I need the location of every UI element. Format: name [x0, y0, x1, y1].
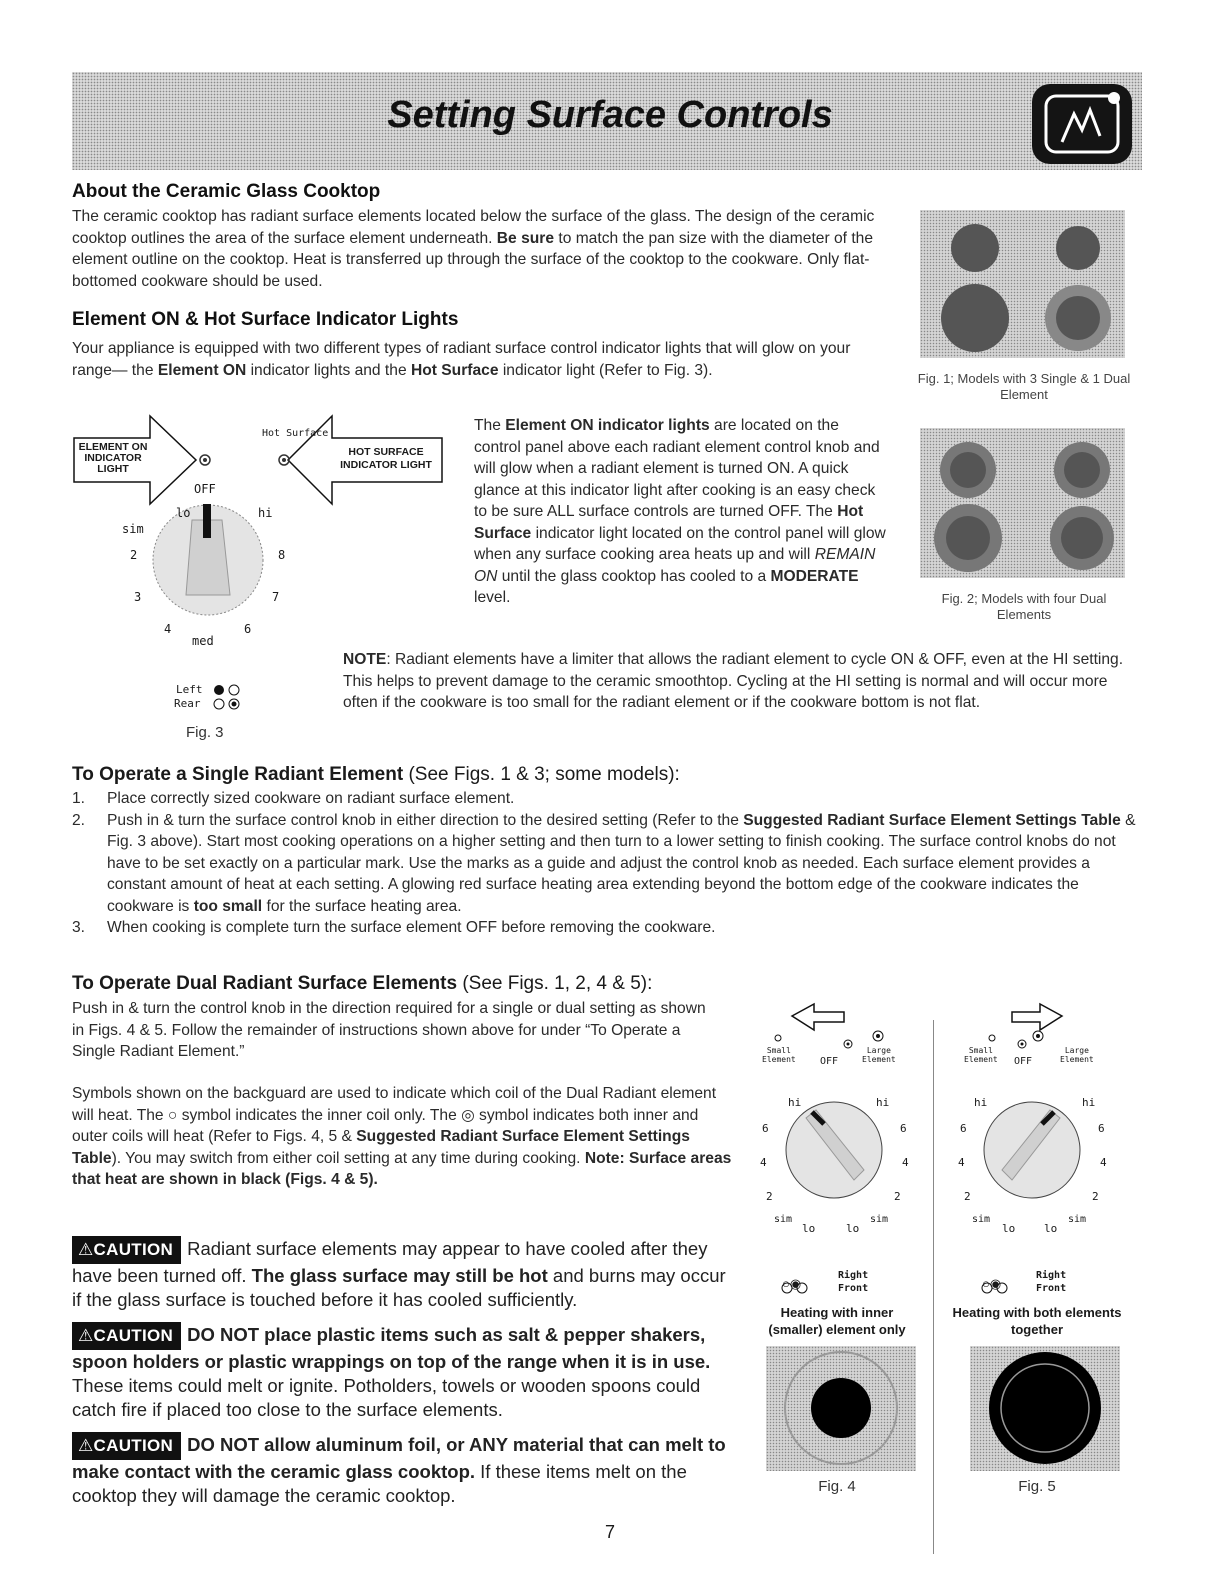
- setting-6: 6: [1098, 1122, 1105, 1135]
- dual-text-1: Push in & turn the control knob in the direction required for a single or dual setting as shown in Figs. 4 & 5. Follow the remainder of instructions shown above for under “To Operate a Single Radiant Element.”: [72, 1000, 706, 1060]
- note-text: NOTE: Radiant elements have a limiter that allows the radiant element to cycle ON & OFF, even at the HI setting. This helps to prevent damage to the ceramic smoothtop. Cycling at the HI setting is normal and will occur more often if the cookware is too small for the radiant element or if the cookware bottom is not flat.: [343, 651, 1124, 711]
- fig5-caption: Fig. 5: [1018, 1478, 1056, 1495]
- figure-divider: [933, 1020, 934, 1554]
- fig4-caption: Fig. 4: [818, 1478, 856, 1495]
- setting-2: 2: [964, 1190, 971, 1203]
- caution-badge: ⚠CAUTION: [72, 1236, 181, 1264]
- caution-2: ⚠CAUTION DO NOT place plastic items such as salt & pepper shakers, spoon holders or plastic wrappings on top of the range when it is in use. These items could melt or ignite. Potholders, towels or wooden spoons could catch fire if placed too close to the surface elements.: [72, 1324, 711, 1420]
- list-item: 2. Push in & turn the surface control knob in either direction to the desired setting (Refer to the Suggested Radiant Surface Element Settings Table & Fig. 3 above). Start most cooking operations on a higher setting and then turn to a lower setting to finish cooking. The surface control knobs do not have to be set exactly on a particular mark. Use the marks as a guide and adjust the control knob as needed. Each surface element provides a constant amount of heat at each setting. A glowing red surface heating area extending beyond the bottom edge of the cookware indicates the cookware is too small for the surface heating area.: [72, 811, 1136, 915]
- left-label: Left: [176, 683, 203, 696]
- sim-label: sim: [870, 1214, 889, 1225]
- small-label: Small: [766, 1046, 791, 1055]
- setting-4: 4: [164, 622, 172, 636]
- hand-touch-icon: [1032, 84, 1132, 164]
- right-label: Right: [838, 1270, 869, 1281]
- setting-8: 8: [278, 548, 286, 562]
- fig2-image: [920, 428, 1125, 578]
- lo-label: lo: [802, 1222, 816, 1235]
- setting-2: 2: [130, 548, 138, 562]
- coil-symbols: ○◉: [982, 1276, 1002, 1291]
- large-label: Large: [1064, 1046, 1089, 1055]
- element-label: Element: [862, 1055, 896, 1064]
- setting-4: 4: [902, 1156, 909, 1169]
- dual-text-2: Symbols shown on the backguard are used to indicate which coil of the Dual Radiant element will heat. The ○ symbol indicates the inner coil only. The ◎ symbol indicates both inner and outer coils will heat (Refer to Figs. 4, 5 & Suggested Radiant Surface Element Settings Table). You may switch from either coil setting at any time during cooking. Note: Surface areas that heat are shown in black (Figs. 4 & 5).: [72, 1085, 732, 1188]
- setting-4: 4: [1100, 1156, 1107, 1169]
- large-label: Large: [866, 1046, 891, 1055]
- lo-label: lo: [176, 506, 191, 520]
- page-title: Setting Surface Controls: [387, 94, 833, 136]
- setting-3: 3: [134, 590, 142, 604]
- lo-label: lo: [846, 1222, 860, 1235]
- hot-surface-label: HOT SURFACE INDICATOR LIGHT: [340, 446, 432, 471]
- hi-label: hi: [258, 506, 273, 520]
- off-label: OFF: [194, 482, 216, 496]
- right-label: Right: [1036, 1270, 1067, 1281]
- dual-heading: To Operate Dual Radiant Surface Elements (See Figs. 1, 2, 4 & 5):: [72, 973, 653, 994]
- sim-label: sim: [774, 1214, 793, 1225]
- setting-2: 2: [766, 1190, 773, 1203]
- setting-6: 6: [244, 622, 252, 636]
- hi-label: hi: [876, 1096, 890, 1109]
- fig5-photo: [970, 1346, 1120, 1471]
- element-label: Element: [762, 1055, 796, 1064]
- fig1-caption: Fig. 1; Models with 3 Single & 1 Dual Element: [917, 371, 1131, 402]
- arrow-right-icon: [1012, 1004, 1062, 1030]
- fig4-label: Heating with inner (smaller) element only: [768, 1305, 906, 1337]
- fig5-label: Heating with both elements together: [952, 1305, 1122, 1337]
- lo-label: lo: [1002, 1222, 1016, 1235]
- med-label: med: [192, 634, 214, 648]
- single-steps: [72, 788, 1137, 939]
- indicator-text: Your appliance is equipped with two different types of radiant surface control indicator lights that will glow on your range— the Element ON indicator lights and the Hot Surface indicator light (Refer to Fig. 3).: [72, 340, 851, 379]
- fig5-diagram: [952, 1000, 1122, 1505]
- caution-3: ⚠CAUTION DO NOT allow aluminum foil, or ANY material that can melt to make contact with the ceramic glass cooktop. If these items melt on the cooktop they will damage the ceramic cooktop.: [72, 1434, 726, 1506]
- coil-symbols: ○◉: [782, 1276, 802, 1291]
- element-on-label: ELEMENT ON INDICATOR LIGHT: [78, 441, 148, 475]
- element-label: Element: [964, 1055, 998, 1064]
- fig2-caption: Fig. 2; Models with four Dual Elements: [941, 591, 1107, 622]
- sim-label: sim: [122, 522, 144, 536]
- rear-label: Rear: [174, 697, 201, 710]
- element-on-text: The Element ON indicator lights are located on the control panel above each radiant element control knob and will glow when a radiant element is turned ON. A quick glance at this indicator light after cooking is an easy check to be sure ALL surface controls are turned OFF. The Hot Surface indicator light located on the control panel will glow when any surface cooking area heats up and will REMAIN ON until the glass cooktop has cooled to a MODERATE level.: [474, 417, 886, 606]
- list-item: 3. When cooking is complete turn the surface element OFF before removing the cookware.: [72, 919, 716, 936]
- fig4-diagram: [752, 1000, 922, 1505]
- front-label: Front: [1036, 1283, 1067, 1294]
- hi-label: hi: [974, 1096, 988, 1109]
- setting-6: 6: [960, 1122, 967, 1135]
- sim-label: sim: [972, 1214, 991, 1225]
- caution-badge: ⚠CAUTION: [72, 1432, 181, 1460]
- fig1-image: [920, 210, 1125, 358]
- setting-7: 7: [272, 590, 280, 604]
- page-number: 7: [604, 1522, 615, 1542]
- fig3-caption: Fig. 3: [186, 724, 224, 741]
- single-heading: To Operate a Single Radiant Element (See Figs. 1 & 3; some models):: [72, 764, 680, 785]
- setting-4: 4: [760, 1156, 767, 1169]
- lo-label: lo: [1044, 1222, 1058, 1235]
- off-label: OFF: [820, 1056, 839, 1067]
- indicator-heading: Element ON & Hot Surface Indicator Lights: [72, 309, 459, 330]
- sim-label: sim: [1068, 1214, 1087, 1225]
- setting-6: 6: [900, 1122, 907, 1135]
- setting-6: 6: [762, 1122, 769, 1135]
- setting-4: 4: [958, 1156, 965, 1169]
- hi-label: hi: [788, 1096, 802, 1109]
- front-label: Front: [838, 1283, 869, 1294]
- arrow-left-icon: [792, 1004, 844, 1030]
- fig4-photo: [766, 1346, 916, 1471]
- list-item: 1. Place correctly sized cookware on radiant surface element.: [72, 790, 515, 807]
- off-label: OFF: [1014, 1056, 1033, 1067]
- setting-2: 2: [894, 1190, 901, 1203]
- small-label: Small: [968, 1046, 993, 1055]
- element-label: Element: [1060, 1055, 1094, 1064]
- hot-surface-small: Hot Surface: [262, 428, 329, 439]
- about-heading: About the Ceramic Glass Cooktop: [72, 181, 381, 202]
- caution-1: ⚠CAUTION Radiant surface elements may appear to have cooled after they have been turned off. The glass surface may still be hot and burns may occur if the glass surface is touched before it has cooled sufficiently.: [72, 1238, 726, 1310]
- caution-badge: ⚠CAUTION: [72, 1322, 181, 1350]
- setting-2: 2: [1092, 1190, 1099, 1203]
- hi-label: hi: [1082, 1096, 1096, 1109]
- about-text: The ceramic cooktop has radiant surface elements located below the surface of the glass. The design of the ceramic cooktop outlines the area of the surface element underneath. Be sure to match the pan size with the diameter of the element outline on the cooktop. Heat is transferred up through the surface of the cooktop to the cookware. Only flat-bottomed cookware should be used.: [72, 208, 875, 290]
